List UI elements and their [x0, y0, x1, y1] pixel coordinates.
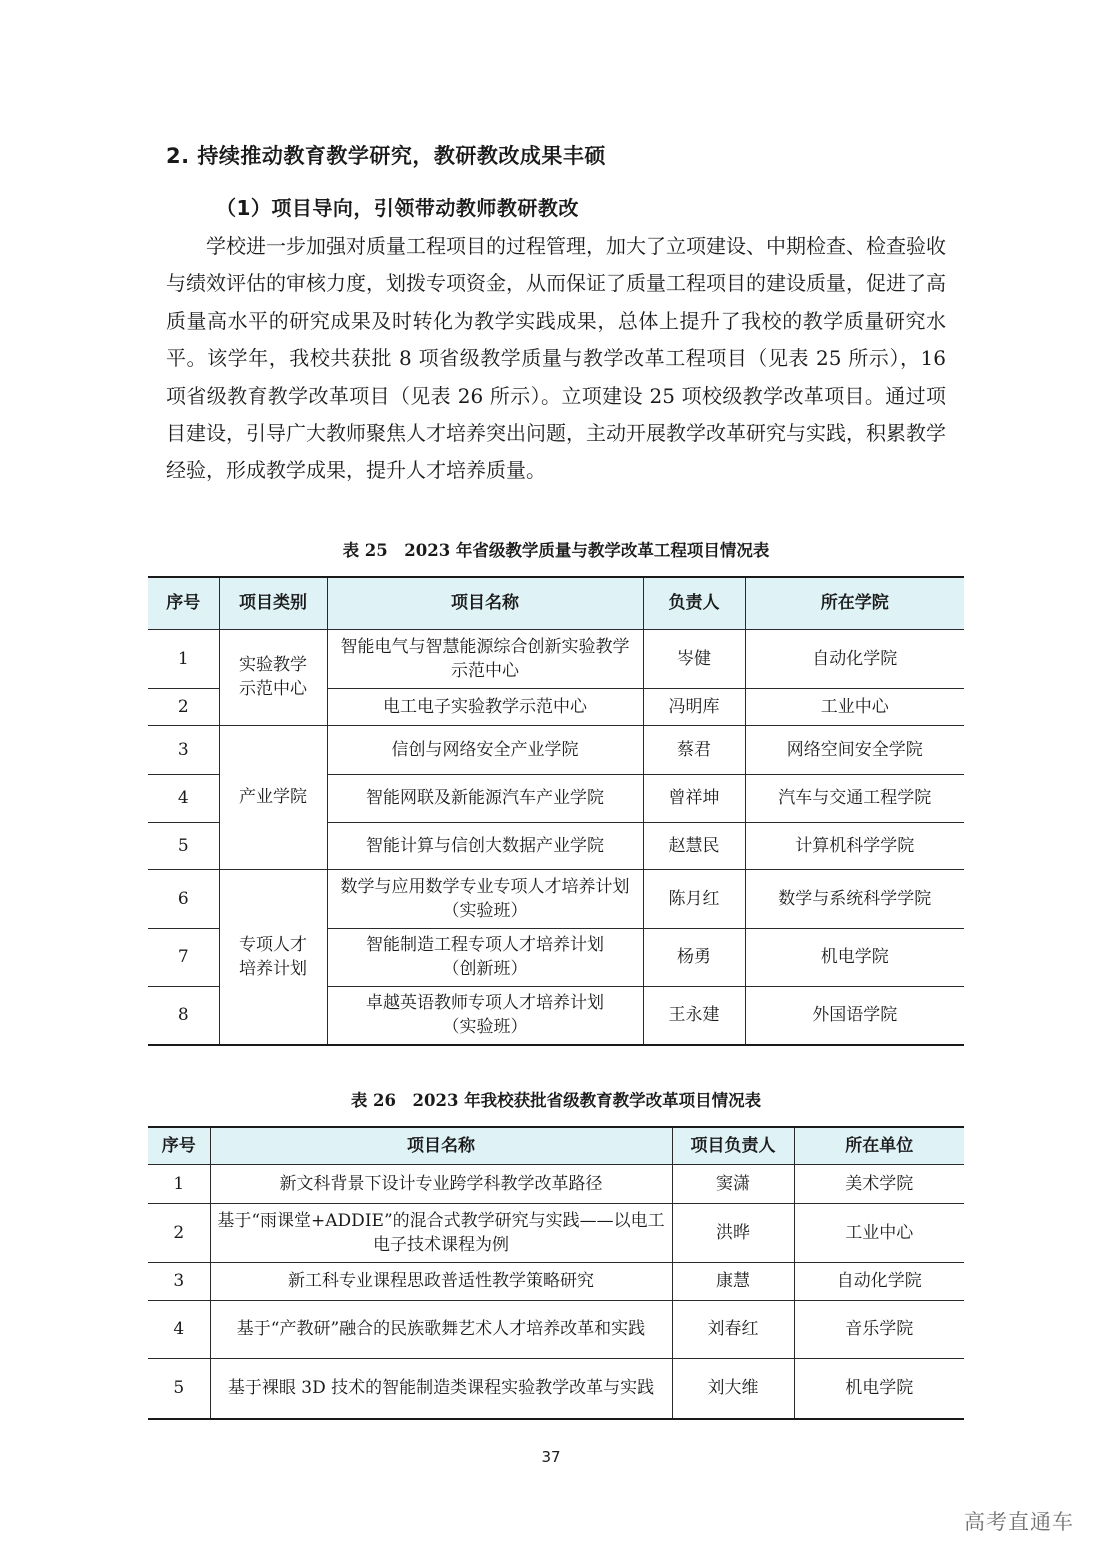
- college: 计算机科学学院: [745, 822, 964, 869]
- row-number: 1: [148, 1164, 210, 1203]
- row-number: 4: [148, 1300, 210, 1358]
- row-number: 6: [148, 869, 219, 928]
- unit: 美术学院: [794, 1164, 964, 1203]
- project-name: 信创与网络安全产业学院: [327, 725, 643, 774]
- table-row: [148, 1262, 964, 1300]
- table25-header: 项目类别: [219, 577, 327, 629]
- college: 数学与系统科学学院: [745, 869, 964, 928]
- category-cell: 专项人才培养计划: [219, 869, 327, 1045]
- college: 自动化学院: [745, 629, 964, 688]
- row-number: 1: [148, 629, 219, 688]
- row-number: 5: [148, 822, 219, 869]
- college: 汽车与交通工程学院: [745, 774, 964, 822]
- row-number: 5: [148, 1358, 210, 1419]
- project-name: 卓越英语教师专项人才培养计划（实验班）: [327, 986, 643, 1045]
- table25-header: 负责人: [643, 577, 745, 629]
- college: 机电学院: [745, 928, 964, 986]
- unit: 自动化学院: [794, 1262, 964, 1300]
- project-leader: 杨勇: [643, 928, 745, 986]
- project-name: 新文科背景下设计专业跨学科教学改革路径: [210, 1164, 672, 1203]
- table25-header: 序号: [148, 577, 219, 629]
- project-leader: 陈月红: [643, 869, 745, 928]
- section-heading: 2. 持续推动教育教学研究，教研教改成果丰硕: [166, 144, 606, 168]
- unit: 工业中心: [794, 1203, 964, 1262]
- table-row: [148, 1300, 964, 1358]
- project-leader: 蔡君: [643, 725, 745, 774]
- project-leader: 赵慧民: [643, 822, 745, 869]
- project-leader: 王永建: [643, 986, 745, 1045]
- table26-header: 所在单位: [794, 1127, 964, 1164]
- project-leader: 岑健: [643, 629, 745, 688]
- page-number: 37: [541, 1448, 561, 1466]
- college: 外国语学院: [745, 986, 964, 1045]
- table26-header-row: [148, 1127, 964, 1164]
- row-number: 3: [148, 1262, 210, 1300]
- row-number: 2: [148, 688, 219, 725]
- table25-header-row: [148, 577, 964, 629]
- category-cell: 实验教学示范中心: [219, 629, 327, 725]
- project-leader: 刘大维: [672, 1358, 794, 1419]
- table25-header: 项目名称: [327, 577, 643, 629]
- table-row: [148, 629, 964, 688]
- table-row: [148, 1358, 964, 1419]
- table-row: [148, 1203, 964, 1262]
- project-name: 基于“产教研”融合的民族歌舞艺术人才培养改革和实践: [210, 1300, 672, 1358]
- unit: 音乐学院: [794, 1300, 964, 1358]
- project-name: 智能制造工程专项人才培养计划（创新班）: [327, 928, 643, 986]
- project-leader: 康慧: [672, 1262, 794, 1300]
- table26-header: 项目名称: [210, 1127, 672, 1164]
- table26-header: 项目负责人: [672, 1127, 794, 1164]
- table-row: [148, 725, 964, 774]
- table25: [148, 576, 964, 1046]
- project-name: 数学与应用数学专业专项人才培养计划 （实验班）: [327, 869, 643, 928]
- table26: [148, 1126, 964, 1420]
- college: 网络空间安全学院: [745, 725, 964, 774]
- body-paragraph: 学校进一步加强对质量工程项目的过程管理，加大了立项建设、中期检查、检查验收与绩效评估的审核力度，划拨专项资金，从而保证了质量工程项目的建设质量，促进了高质量高水平的研究成果及时转化为教学实践成果，总体上提升了我校的教学质量研究水平。该学年，我校共获批 8 项省级教学质量与教学改革工程项目（见表 25 所示），16 项省级教育教学改革项目（见表 26 所示）。立项建设 25 项校级教学改革项目。通过项目建设，引导广大教师聚焦人才培养突出问题，主动开展教学改革研究与实践，积累教学经验，形成教学成果，提升人才培养质量。: [166, 234, 946, 483]
- project-leader: 洪晔: [672, 1203, 794, 1262]
- row-number: 3: [148, 725, 219, 774]
- project-name: 基于裸眼 3D 技术的智能制造类课程实验教学改革与实践: [210, 1358, 672, 1419]
- row-number: 2: [148, 1203, 210, 1262]
- project-name: 智能电气与智慧能源综合创新实验教学示范中心: [327, 629, 643, 688]
- table26-caption: 表 26 2023 年我校获批省级教育教学改革项目情况表: [350, 1091, 762, 1110]
- table26-header: 序号: [148, 1127, 210, 1164]
- project-name: 智能网联及新能源汽车产业学院: [327, 774, 643, 822]
- project-name: 智能计算与信创大数据产业学院: [327, 822, 643, 869]
- table25-caption: 表 25 2023 年省级教学质量与教学改革工程项目情况表: [342, 541, 770, 560]
- watermark: 高考直通车: [964, 1510, 1074, 1534]
- project-name: 新工科专业课程思政普适性教学策略研究: [210, 1262, 672, 1300]
- unit: 机电学院: [794, 1358, 964, 1419]
- table25-header: 所在学院: [745, 577, 964, 629]
- category-cell: 产业学院: [219, 725, 327, 869]
- row-number: 8: [148, 986, 219, 1045]
- project-name: 基于“雨课堂+ADDIE”的混合式教学研究与实践——以电工电子技术课程为例: [210, 1203, 672, 1262]
- project-leader: 窦潇: [672, 1164, 794, 1203]
- table-row: [148, 869, 964, 928]
- project-name: 电工电子实验教学示范中心: [327, 688, 643, 725]
- college: 工业中心: [745, 688, 964, 725]
- project-leader: 冯明库: [643, 688, 745, 725]
- row-number: 7: [148, 928, 219, 986]
- row-number: 4: [148, 774, 219, 822]
- project-leader: 曾祥坤: [643, 774, 745, 822]
- subsection-heading: （1）项目导向，引领带动教师教研教改: [216, 196, 579, 220]
- table-row: [148, 1164, 964, 1203]
- project-leader: 刘春红: [672, 1300, 794, 1358]
